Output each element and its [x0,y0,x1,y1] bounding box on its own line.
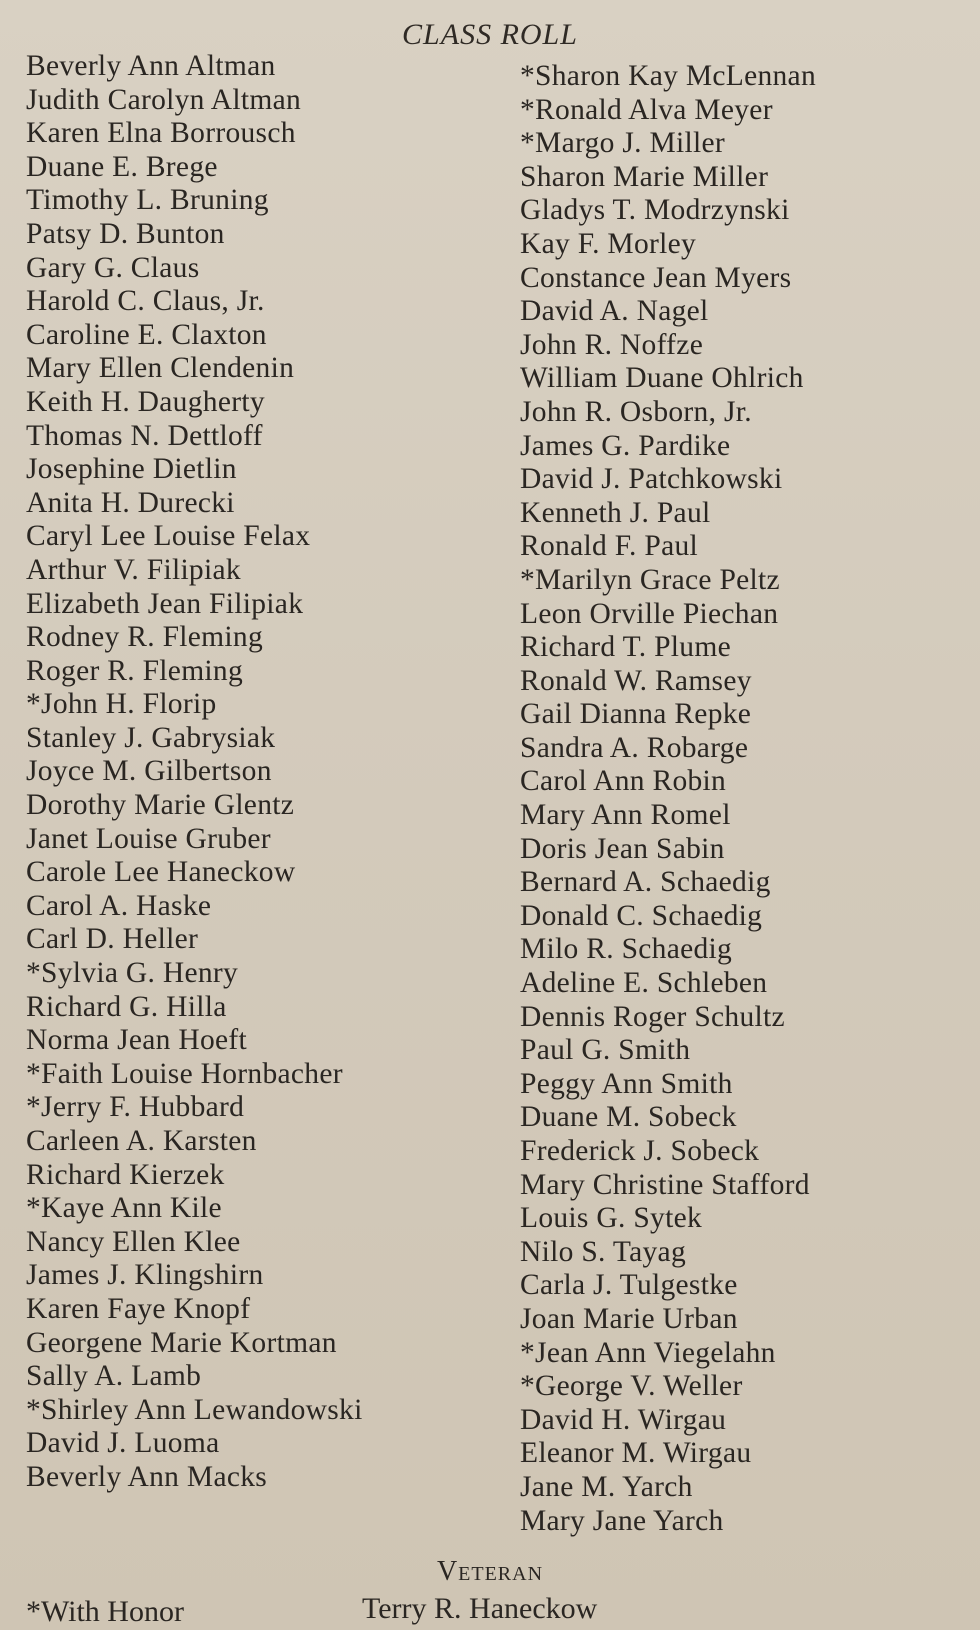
student-name: Donald C. Schaedig [520,899,763,932]
student-name: Leon Orville Piechan [520,597,779,630]
veteran-name: Terry R. Haneckow [362,1592,598,1625]
student-name: Carleen A. Karsten [26,1125,257,1157]
student-name: Louis G. Sytek [520,1202,703,1235]
student-name: William Duane Ohlrich [520,362,804,395]
class-roll-title: CLASS ROLL [402,18,578,51]
student-name: Timothy L. Bruning [26,184,269,217]
student-name: Norma Jean Hoeft [26,1024,248,1057]
student-name: David H. Wirgau [520,1403,727,1436]
right-name-column [520,60,816,1538]
student-name: *Jerry F. Hubbard [26,1091,245,1124]
student-name: *Jean Ann Viegelahn [520,1336,776,1369]
student-name: Richard T. Plume [520,631,731,664]
student-name: John R. Noffze [520,328,704,361]
student-name: *John H. Florip [26,688,217,721]
student-name: *Sharon Kay McLennan [520,60,817,92]
student-name: Beverly Ann Macks [26,1460,268,1493]
student-name: Arthur V. Filipiak [26,553,241,586]
student-name: *Shirley Ann Lewandowski [26,1393,363,1426]
student-name: Caryl Lee Louise Felax [26,520,311,553]
student-name: Judith Carolyn Altman [26,83,302,116]
student-name: Nilo S. Tayag [520,1235,686,1268]
student-name: Eleanor M. Wirgau [520,1437,752,1470]
student-name: Mary Ann Romel [520,799,731,832]
student-name: *Kaye Ann Kile [26,1192,222,1225]
student-name: John R. Osborn, Jr. [520,395,752,428]
honor-legend: *With Honor [26,1595,184,1628]
student-name: Duane E. Brege [26,150,218,183]
student-name: James G. Pardike [520,429,731,462]
student-name: Constance Jean Myers [520,261,792,294]
student-name: Carole Lee Haneckow [26,856,296,889]
student-name: Sally A. Lamb [26,1360,202,1393]
student-name: Joan Marie Urban [520,1302,738,1335]
student-name: Ronald F. Paul [520,530,699,563]
student-name: Sandra A. Robarge [520,731,749,764]
student-name: Duane M. Sobeck [520,1101,737,1134]
student-name: *George V. Weller [520,1370,743,1403]
student-name: Roger R. Fleming [26,654,244,687]
student-name: Frederick J. Sobeck [520,1135,760,1167]
student-name: Carl D. Heller [26,923,199,956]
student-name: Kay F. Morley [520,227,697,260]
student-name: Milo R. Schaedig [520,933,733,966]
student-name: Keith H. Daugherty [26,385,265,418]
student-name: Paul G. Smith [520,1034,691,1067]
student-name: Caroline E. Claxton [26,318,267,351]
student-name: Jane M. Yarch [520,1470,693,1503]
student-name: Rodney R. Fleming [26,621,264,654]
student-name: Karen Elna Borrousch [26,117,296,150]
student-name: David A. Nagel [520,295,709,328]
student-name: Josephine Dietlin [26,453,237,486]
student-name: Gary G. Claus [26,251,200,284]
student-name: Beverly Ann Altman [26,50,276,82]
student-name: Gladys T. Modrzynski [520,194,790,227]
student-name: Thomas N. Dettloff [26,419,263,452]
student-name: Mary Ellen Clendenin [26,352,295,385]
student-name: Georgene Marie Kortman [26,1326,337,1359]
student-name: Sharon Marie Miller [520,160,769,193]
student-name: *Marilyn Grace Peltz [520,563,780,596]
student-name: Adeline E. Schleben [520,967,768,1000]
student-name: David J. Patchkowski [520,463,783,496]
student-name: Janet Louise Gruber [26,822,271,855]
student-name: Anita H. Durecki [26,486,235,519]
student-name: Dennis Roger Schultz [520,1000,785,1033]
student-name: Joyce M. Gilbertson [26,755,272,788]
student-name: *Sylvia G. Henry [26,957,239,990]
student-name: Richard G. Hilla [26,990,227,1023]
student-name: Kenneth J. Paul [520,496,711,529]
left-name-column [26,50,363,1495]
student-name: Stanley J. Gabrysiak [26,721,276,754]
student-name: Patsy D. Bunton [26,217,225,250]
student-name: Peggy Ann Smith [520,1067,733,1100]
student-name: Bernard A. Schaedig [520,866,771,899]
student-name: David J. Luoma [26,1427,220,1460]
student-name: Ronald W. Ramsey [520,664,752,697]
student-name: Mary Jane Yarch [520,1504,724,1537]
student-name: Carol A. Haske [26,889,212,922]
student-name: Karen Faye Knopf [26,1292,251,1325]
student-name: Carla J. Tulgestke [520,1269,738,1302]
student-name: Harold C. Claus, Jr. [26,285,265,318]
student-name: Gail Dianna Repke [520,698,752,731]
student-name: Mary Christine Stafford [520,1168,810,1201]
student-name: Carol Ann Robin [520,765,727,798]
student-name: James J. Klingshirn [26,1259,264,1292]
student-name: *Faith Louise Hornbacher [26,1057,343,1090]
student-name: *Margo J. Miller [520,127,726,160]
veteran-heading: Veteran [436,1556,544,1587]
student-name: Doris Jean Sabin [520,832,725,865]
student-name: Richard Kierzek [26,1158,225,1191]
student-name: Nancy Ellen Klee [26,1225,241,1258]
student-name: *Ronald Alva Meyer [520,93,773,126]
student-name: Elizabeth Jean Filipiak [26,587,304,620]
student-name: Dorothy Marie Glentz [26,789,295,822]
